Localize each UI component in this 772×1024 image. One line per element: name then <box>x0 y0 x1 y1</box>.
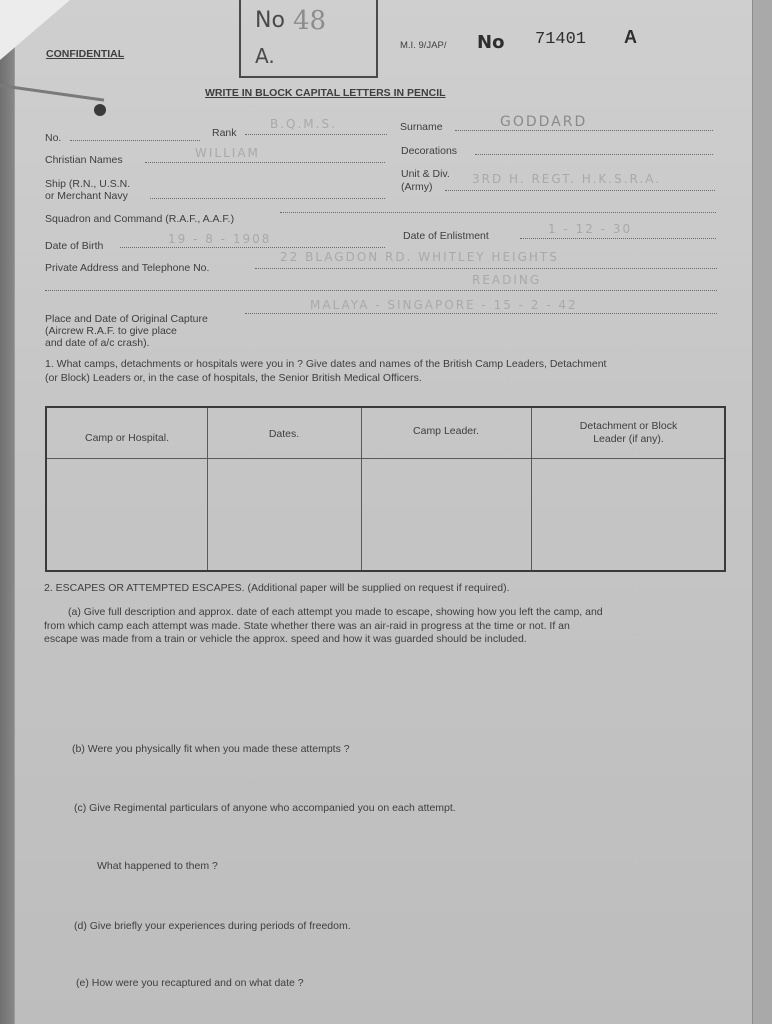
confidential-label: CONFIDENTIAL <box>46 48 125 60</box>
q2a-text: (a) Give full description and approx. date of each attempt you made to escape, showing how you left the camp, and <box>68 606 603 618</box>
q2e-text: (e) How were you recaptured and on what date ? <box>76 977 304 989</box>
capture-label: Place and Date of Original Capture <box>45 313 208 325</box>
unit-value: 3RD H. REGT. H.K.S.R.A. <box>472 172 662 186</box>
q2d-text: (d) Give briefly your experiences during periods of freedom. <box>74 920 351 932</box>
unit-label-2: (Army) <box>401 181 433 193</box>
table-header-rule <box>47 458 724 459</box>
surname-line <box>455 130 713 131</box>
rank-label: Rank <box>212 127 237 139</box>
no-line <box>70 140 200 141</box>
q2a-text-3: escape was made from a train or vehicle the approx. speed and how it was guarded should be included. <box>44 633 527 645</box>
enlistment-line <box>520 238 716 239</box>
serial-number: 71401 <box>535 30 587 49</box>
christian-names-value: WILLIAM <box>195 146 260 160</box>
page-edge <box>752 0 772 1024</box>
camps-table <box>45 406 726 572</box>
stamp-letter: A. <box>255 44 275 68</box>
christian-names-label: Christian Names <box>45 154 123 166</box>
col-detachment-leader: Detachment or Block <box>579 420 678 432</box>
squadron-line <box>280 212 716 213</box>
decorations-label: Decorations <box>401 145 458 157</box>
ship-label: Ship (R.N., U.S.N. <box>45 178 131 190</box>
unit-label: Unit & Div. <box>401 168 450 180</box>
decorations-line <box>475 154 713 155</box>
col-camp-leader: Camp Leader. <box>413 425 479 437</box>
stamp-number: 48 <box>293 6 327 36</box>
address-value: 22 BLAGDON RD. WHITLEY HEIGHTS <box>280 250 559 264</box>
q2c-text: (c) Give Regimental particulars of anyone who accompanied you on each attempt. <box>74 802 456 814</box>
block-stamp <box>239 0 378 78</box>
mi9-reference: M.I. 9/JAP/ <box>400 40 447 51</box>
enlistment-label: Date of Enlistment <box>403 230 489 242</box>
capture-line <box>245 313 717 314</box>
serial-suffix: A <box>624 27 637 47</box>
instruction-heading: WRITE IN BLOCK CAPITAL LETTERS IN PENCIL <box>205 87 446 99</box>
christian-names-line <box>145 162 385 163</box>
rank-value: B.Q.M.S. <box>270 117 337 131</box>
capture-label-2: (Aircrew R.A.F. to give place <box>45 325 177 337</box>
dob-label: Date of Birth <box>45 240 104 252</box>
address-value-2: READING <box>472 273 542 287</box>
q2-title: 2. ESCAPES OR ATTEMPTED ESCAPES. (Additional paper will be supplied on request if required). <box>44 582 510 594</box>
serial-no-label: No <box>477 32 505 53</box>
enlistment-value: 1 - 12 - 30 <box>548 222 633 236</box>
unit-line <box>445 190 715 191</box>
q2b-text: (b) Were you physically fit when you made these attempts ? <box>72 743 350 755</box>
ship-label-2: or Merchant Navy <box>45 190 128 202</box>
capture-value: MALAYA - SINGAPORE - 15 - 2 - 42 <box>310 298 578 312</box>
rank-line <box>245 134 387 135</box>
col-dates: Dates. <box>268 428 300 440</box>
stamp-no-label: No <box>255 8 285 33</box>
address-label: Private Address and Telephone No. <box>45 262 210 274</box>
punch-hole <box>94 104 106 116</box>
q1-text: 1. What camps, detachments or hospitals were you in ? Give dates and names of the British Camp Leaders, Detachment <box>45 358 607 370</box>
col-camp-hospital: Camp or Hospital. <box>84 432 170 444</box>
address-line-2 <box>45 290 717 291</box>
capture-label-3: and date of a/c crash). <box>45 337 150 349</box>
no-label: No. <box>45 132 62 144</box>
surname-value: GODDARD <box>500 114 588 130</box>
q1-text-2: (or Block) Leaders or, in the case of hospitals, the Senior British Medical Officers. <box>45 372 422 384</box>
address-line <box>255 268 717 269</box>
squadron-label: Squadron and Command (R.A.F., A.A.F.) <box>45 213 235 225</box>
dob-value: 19 - 8 - 1908 <box>168 232 272 246</box>
col-detachment-leader-2: Leader (if any). <box>593 433 664 445</box>
q2c-follow: What happened to them ? <box>97 860 218 872</box>
q2a-text-2: from which camp each attempt was made. State whether there was an air-raid in progress at the time or not. If an <box>44 620 570 632</box>
ship-line <box>150 198 385 199</box>
surname-label: Surname <box>400 121 443 133</box>
dob-line <box>120 247 385 248</box>
